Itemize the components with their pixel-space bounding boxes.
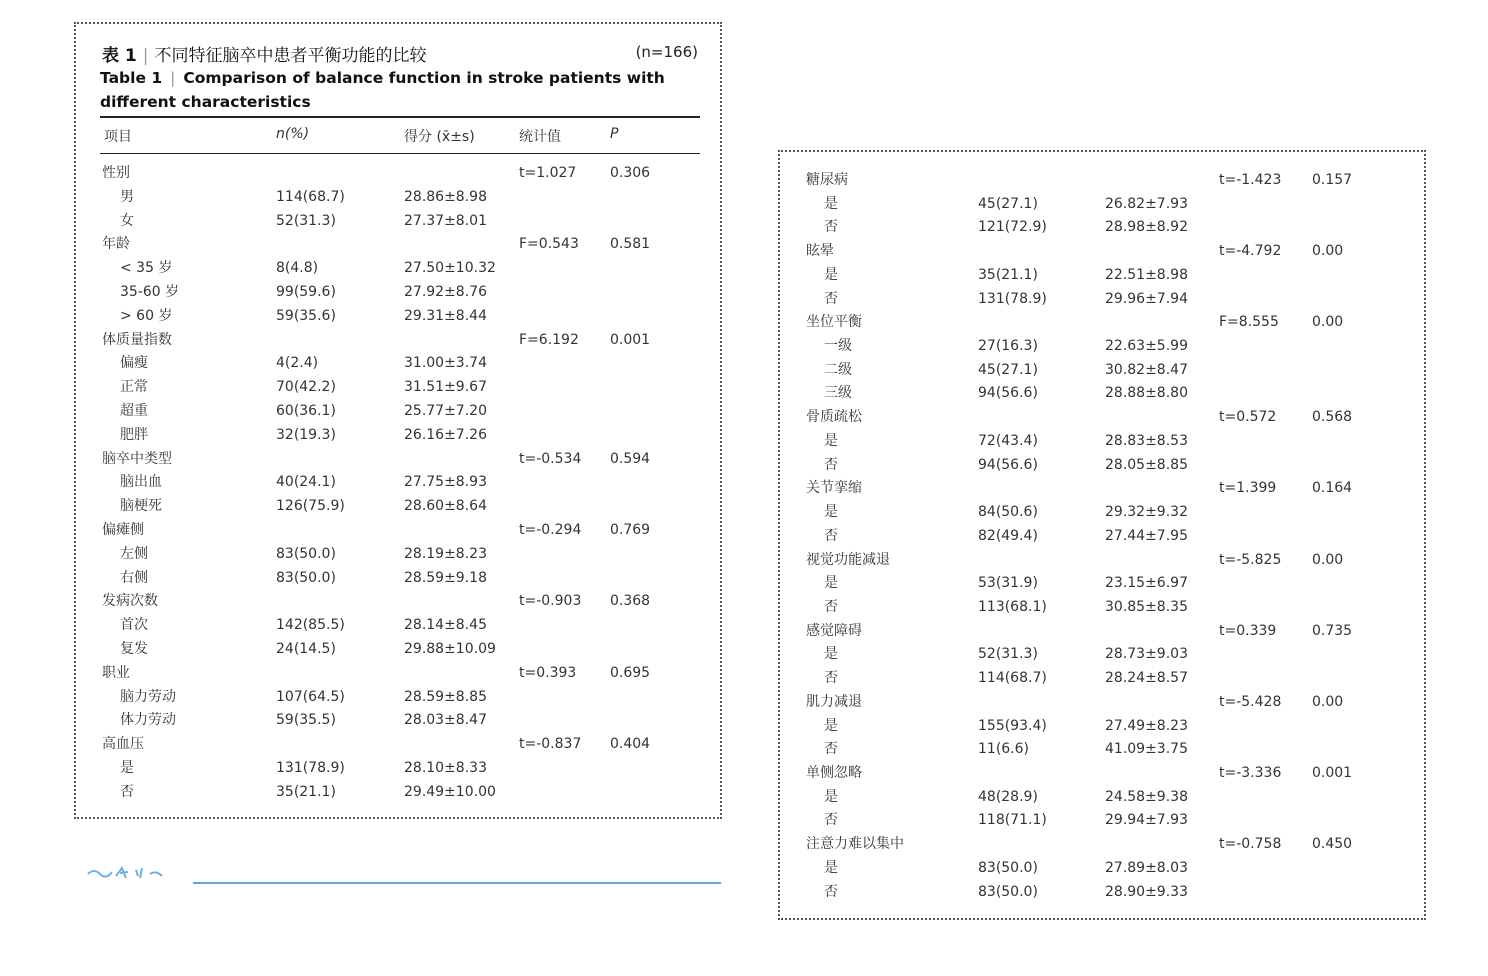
row-score: 28.59±9.18 bbox=[404, 569, 487, 586]
row-label: 偏瘫侧 bbox=[102, 522, 144, 538]
row-n: 59(35.5) bbox=[276, 712, 336, 729]
row-label: 脑出血 bbox=[120, 474, 162, 491]
table-row bbox=[806, 549, 1406, 571]
table-row bbox=[806, 288, 1406, 310]
row-score: 22.51±8.98 bbox=[1105, 266, 1188, 283]
row-label: 高血压 bbox=[102, 736, 144, 753]
table-row bbox=[806, 762, 1406, 784]
row-score: 23.15±6.97 bbox=[1105, 575, 1188, 592]
journal-logo-icon bbox=[86, 860, 166, 886]
row-label: 否 bbox=[824, 670, 838, 687]
row-n: 83(50.0) bbox=[276, 569, 336, 586]
row-label: 眩晕 bbox=[806, 243, 834, 260]
row-n: 35(21.1) bbox=[978, 266, 1038, 283]
table-panel-left bbox=[74, 22, 722, 819]
table-row bbox=[102, 352, 702, 374]
row-n: 94(56.6) bbox=[978, 456, 1038, 473]
row-n: 40(24.1) bbox=[276, 474, 336, 491]
row-n: 27(16.3) bbox=[978, 338, 1038, 355]
row-label: 否 bbox=[824, 812, 838, 829]
row-score: 28.60±8.64 bbox=[404, 498, 487, 515]
row-n: 11(6.6) bbox=[978, 741, 1030, 758]
row-label: 注意力难以集中 bbox=[806, 836, 904, 853]
row-label: 性别 bbox=[102, 165, 130, 181]
table-row bbox=[102, 281, 702, 303]
row-score: 22.63±5.99 bbox=[1105, 338, 1188, 355]
table-row bbox=[806, 857, 1406, 879]
table-row bbox=[806, 501, 1406, 523]
row-stat: t=0.339 bbox=[1219, 622, 1277, 639]
row-score: 29.96±7.94 bbox=[1105, 290, 1188, 307]
row-p: 0.450 bbox=[1312, 836, 1353, 853]
table-row bbox=[806, 809, 1406, 831]
row-score: 41.09±3.75 bbox=[1105, 741, 1188, 758]
table-number-en: Table 1 bbox=[100, 69, 163, 87]
table-row bbox=[806, 359, 1406, 381]
table-row bbox=[806, 406, 1406, 428]
table-row bbox=[806, 311, 1406, 333]
table-row bbox=[806, 193, 1406, 215]
row-stat: t=1.399 bbox=[1219, 480, 1277, 497]
header-item: 项目 bbox=[104, 129, 132, 145]
row-label: 坐位平衡 bbox=[806, 314, 862, 331]
table-row bbox=[806, 335, 1406, 357]
row-score: 28.83±8.53 bbox=[1105, 432, 1188, 449]
row-stat: t=-1.423 bbox=[1219, 172, 1282, 188]
row-stat: t=-0.758 bbox=[1219, 836, 1282, 853]
row-score: 27.44±7.95 bbox=[1105, 527, 1188, 544]
row-n: 94(56.6) bbox=[978, 385, 1038, 402]
row-p: 0.581 bbox=[610, 236, 651, 253]
row-stat: t=-0.903 bbox=[519, 593, 582, 610]
row-score: 29.32±9.32 bbox=[1105, 504, 1188, 521]
row-p: 0.368 bbox=[610, 593, 651, 610]
row-label: 复发 bbox=[120, 641, 148, 657]
table-row bbox=[102, 305, 702, 327]
row-score: 27.37±8.01 bbox=[404, 212, 487, 229]
row-score: 28.98±8.92 bbox=[1105, 219, 1188, 236]
row-label: 是 bbox=[824, 788, 838, 805]
row-label: 35-60 岁 bbox=[120, 284, 180, 300]
row-n: 121(72.9) bbox=[978, 219, 1047, 236]
row-score: 28.10±8.33 bbox=[404, 760, 487, 776]
row-n: 4(2.4) bbox=[276, 355, 319, 372]
table-row bbox=[102, 400, 702, 422]
row-n: 72(43.4) bbox=[978, 432, 1038, 449]
table-row bbox=[102, 495, 702, 517]
header-n: n(%) bbox=[276, 126, 310, 142]
row-score: 30.82±8.47 bbox=[1105, 361, 1188, 378]
row-score: 27.50±10.32 bbox=[404, 260, 496, 277]
row-score: 28.24±8.57 bbox=[1105, 670, 1188, 687]
row-label: 肥胖 bbox=[120, 426, 148, 443]
row-label: 一级 bbox=[824, 338, 852, 355]
row-label: 脑卒中类型 bbox=[102, 450, 172, 467]
row-n: 114(68.7) bbox=[276, 188, 345, 205]
row-n: 45(27.1) bbox=[978, 195, 1038, 212]
row-label: 年龄 bbox=[102, 236, 130, 253]
row-score: 31.00±3.74 bbox=[404, 355, 487, 372]
row-label: 三级 bbox=[824, 385, 852, 402]
row-label: 男 bbox=[120, 188, 134, 205]
top-rule bbox=[100, 116, 700, 118]
row-p: 0.164 bbox=[1312, 480, 1353, 497]
row-score: 25.77±7.20 bbox=[404, 403, 487, 419]
row-label: 右侧 bbox=[120, 569, 148, 586]
row-p: 0.00 bbox=[1312, 693, 1344, 710]
table-row bbox=[102, 543, 702, 565]
table-row bbox=[102, 257, 702, 279]
table-number-zh: 表 1 bbox=[102, 46, 137, 66]
row-score: 28.03±8.47 bbox=[404, 712, 487, 729]
row-p: 0.00 bbox=[1312, 551, 1344, 568]
row-stat: t=-5.428 bbox=[1219, 693, 1282, 710]
row-stat: t=0.572 bbox=[1219, 409, 1277, 426]
header-stat: 统计值 bbox=[519, 129, 561, 145]
row-stat: t=-3.336 bbox=[1219, 765, 1282, 781]
table-caption-zh: 不同特征脑卒中患者平衡功能的比较 bbox=[154, 46, 427, 66]
row-stat: t=0.393 bbox=[519, 664, 577, 681]
row-p: 0.695 bbox=[610, 664, 651, 681]
table-row bbox=[806, 620, 1406, 642]
row-n: 35(21.1) bbox=[276, 783, 336, 800]
row-label: 否 bbox=[824, 527, 838, 544]
table-row bbox=[102, 733, 702, 755]
row-label: 左侧 bbox=[120, 545, 148, 562]
row-n: 83(50.0) bbox=[978, 859, 1038, 876]
row-score: 29.94±7.93 bbox=[1105, 812, 1188, 829]
row-label: 是 bbox=[824, 575, 838, 592]
row-score: 27.92±8.76 bbox=[404, 284, 487, 300]
row-n: 83(50.0) bbox=[978, 883, 1038, 900]
table-title-en: Table 1 | Comparison of balance function in stroke patients with different characteristics bbox=[100, 69, 665, 111]
table-row bbox=[806, 454, 1406, 476]
row-n: 84(50.6) bbox=[978, 504, 1038, 521]
table-caption-en: Comparison of balance function in stroke patients with different characteristics bbox=[100, 69, 665, 111]
row-label: 单侧忽略 bbox=[806, 765, 862, 781]
table-row bbox=[102, 781, 702, 803]
row-label: 否 bbox=[120, 783, 134, 800]
table-row bbox=[102, 709, 702, 731]
row-label: 肌力减退 bbox=[806, 693, 862, 710]
table-row bbox=[102, 519, 702, 541]
row-p: 0.00 bbox=[1312, 314, 1344, 331]
row-label: 体质量指数 bbox=[102, 331, 172, 348]
row-label: 超重 bbox=[120, 403, 148, 419]
row-p: 0.00 bbox=[1312, 243, 1344, 260]
header-p: P bbox=[610, 126, 619, 142]
row-p: 0.404 bbox=[610, 736, 651, 753]
row-p: 0.001 bbox=[610, 331, 651, 348]
table-row bbox=[102, 757, 702, 779]
row-label: 脑力劳动 bbox=[120, 688, 176, 705]
table-row bbox=[806, 169, 1406, 191]
row-n: 45(27.1) bbox=[978, 361, 1038, 378]
row-label: 否 bbox=[824, 598, 838, 615]
table-row bbox=[102, 567, 702, 589]
row-score: 24.58±9.38 bbox=[1105, 788, 1188, 805]
row-score: 28.19±8.23 bbox=[404, 545, 487, 562]
row-label: 关节挛缩 bbox=[806, 480, 862, 497]
table-title-zh: 表 1 | 不同特征脑卒中患者平衡功能的比较 bbox=[102, 46, 427, 66]
table-row bbox=[806, 572, 1406, 594]
row-label: 否 bbox=[824, 741, 838, 758]
row-stat: t=-0.837 bbox=[519, 736, 582, 753]
table-row bbox=[102, 210, 702, 232]
table-row bbox=[102, 614, 702, 636]
table-row bbox=[806, 596, 1406, 618]
row-label: 骨质疏松 bbox=[806, 409, 862, 426]
row-n: 32(19.3) bbox=[276, 426, 336, 443]
row-n: 107(64.5) bbox=[276, 688, 345, 705]
row-score: 26.82±7.93 bbox=[1105, 195, 1188, 212]
table-row bbox=[102, 590, 702, 612]
table-row bbox=[806, 833, 1406, 855]
row-p: 0.735 bbox=[1312, 622, 1353, 639]
row-score: 27.75±8.93 bbox=[404, 474, 487, 491]
row-p: 0.306 bbox=[610, 165, 651, 181]
table-row bbox=[102, 376, 702, 398]
row-stat: t=1.027 bbox=[519, 165, 577, 181]
table-row bbox=[806, 264, 1406, 286]
row-label: > 60 岁 bbox=[120, 307, 173, 324]
table-row bbox=[806, 691, 1406, 713]
row-score: 28.59±8.85 bbox=[404, 688, 487, 705]
row-stat: F=8.555 bbox=[1219, 314, 1279, 331]
row-label: 偏瘦 bbox=[120, 355, 148, 372]
table-row bbox=[102, 186, 702, 208]
row-label: 是 bbox=[824, 504, 838, 521]
table-row bbox=[102, 329, 702, 351]
row-n: 142(85.5) bbox=[276, 617, 345, 634]
row-p: 0.568 bbox=[1312, 409, 1353, 426]
row-label: 视觉功能减退 bbox=[806, 551, 890, 568]
row-n: 48(28.9) bbox=[978, 788, 1038, 805]
row-label: 是 bbox=[824, 266, 838, 283]
row-label: 职业 bbox=[102, 664, 130, 681]
row-score: 26.16±7.26 bbox=[404, 426, 487, 443]
table-row bbox=[102, 638, 702, 660]
row-stat: t=-0.534 bbox=[519, 450, 582, 467]
row-label: 糖尿病 bbox=[806, 172, 848, 188]
table-row bbox=[806, 786, 1406, 808]
row-n: 155(93.4) bbox=[978, 717, 1047, 734]
table-row bbox=[806, 738, 1406, 760]
table-row bbox=[806, 382, 1406, 404]
row-n: 8(4.8) bbox=[276, 260, 319, 277]
row-label: 否 bbox=[824, 219, 838, 236]
row-score: 31.51±9.67 bbox=[404, 379, 487, 396]
row-n: 70(42.2) bbox=[276, 379, 336, 396]
row-label: 否 bbox=[824, 456, 838, 473]
row-score: 27.49±8.23 bbox=[1105, 717, 1188, 734]
row-label: 否 bbox=[824, 883, 838, 900]
table-row bbox=[102, 424, 702, 446]
row-label: 是 bbox=[824, 195, 838, 212]
row-n: 24(14.5) bbox=[276, 641, 336, 657]
table-row bbox=[102, 162, 702, 184]
footer-rule bbox=[193, 882, 721, 884]
table-row bbox=[806, 715, 1406, 737]
table-row bbox=[806, 667, 1406, 689]
row-score: 28.73±9.03 bbox=[1105, 646, 1188, 663]
row-label: 体力劳动 bbox=[120, 712, 176, 729]
row-n: 99(59.6) bbox=[276, 284, 336, 300]
row-score: 28.86±8.98 bbox=[404, 188, 487, 205]
row-p: 0.157 bbox=[1312, 172, 1353, 188]
row-score: 29.31±8.44 bbox=[404, 307, 487, 324]
row-label: 首次 bbox=[120, 617, 148, 634]
row-n: 83(50.0) bbox=[276, 545, 336, 562]
row-stat: t=-4.792 bbox=[1219, 243, 1282, 260]
row-label: 女 bbox=[120, 212, 134, 229]
row-label: 二级 bbox=[824, 361, 852, 378]
table-row bbox=[806, 240, 1406, 262]
table-row bbox=[102, 471, 702, 493]
row-label: 是 bbox=[824, 859, 838, 876]
row-score: 28.90±9.33 bbox=[1105, 883, 1188, 900]
header-rule bbox=[100, 153, 700, 154]
row-label: 脑梗死 bbox=[120, 498, 162, 515]
row-n: 131(78.9) bbox=[978, 290, 1047, 307]
row-label: 是 bbox=[824, 432, 838, 449]
row-p: 0.769 bbox=[610, 522, 651, 538]
row-n: 113(68.1) bbox=[978, 598, 1047, 615]
table-row bbox=[102, 233, 702, 255]
row-n: 60(36.1) bbox=[276, 403, 336, 419]
table-row bbox=[806, 477, 1406, 499]
row-n: 53(31.9) bbox=[978, 575, 1038, 592]
row-label: 是 bbox=[120, 760, 134, 776]
row-score: 29.49±10.00 bbox=[404, 783, 496, 800]
row-p: 0.594 bbox=[610, 450, 651, 467]
row-n: 131(78.9) bbox=[276, 760, 345, 776]
table-row bbox=[806, 430, 1406, 452]
table-row bbox=[806, 643, 1406, 665]
row-label: 否 bbox=[824, 290, 838, 307]
row-n: 118(71.1) bbox=[978, 812, 1047, 829]
row-score: 27.89±8.03 bbox=[1105, 859, 1188, 876]
table-row bbox=[102, 662, 702, 684]
row-n: 59(35.6) bbox=[276, 307, 336, 324]
row-stat: F=6.192 bbox=[519, 331, 579, 348]
row-label: 正常 bbox=[120, 379, 148, 396]
row-stat: t=-0.294 bbox=[519, 522, 582, 538]
row-p: 0.001 bbox=[1312, 765, 1353, 781]
row-score: 29.88±10.09 bbox=[404, 641, 496, 657]
row-n: 52(31.3) bbox=[276, 212, 336, 229]
table-panel-right bbox=[778, 150, 1426, 920]
row-label: 发病次数 bbox=[102, 593, 158, 610]
sample-size-label: (n=166) bbox=[635, 43, 698, 61]
header-score: 得分 (x̄±s) bbox=[404, 129, 475, 145]
row-stat: t=-5.825 bbox=[1219, 551, 1282, 568]
row-n: 126(75.9) bbox=[276, 498, 345, 515]
table-row bbox=[806, 525, 1406, 547]
row-score: 30.85±8.35 bbox=[1105, 598, 1188, 615]
row-n: 114(68.7) bbox=[978, 670, 1047, 687]
row-score: 28.88±8.80 bbox=[1105, 385, 1188, 402]
table-row bbox=[102, 686, 702, 708]
row-label: < 35 岁 bbox=[120, 260, 173, 277]
row-score: 28.05±8.85 bbox=[1105, 456, 1188, 473]
row-label: 是 bbox=[824, 717, 838, 734]
row-n: 52(31.3) bbox=[978, 646, 1038, 663]
table-row bbox=[806, 216, 1406, 238]
table-row bbox=[102, 448, 702, 470]
table-row bbox=[806, 881, 1406, 903]
row-n: 82(49.4) bbox=[978, 527, 1038, 544]
row-score: 28.14±8.45 bbox=[404, 617, 487, 634]
row-label: 是 bbox=[824, 646, 838, 663]
row-label: 感觉障碍 bbox=[806, 622, 862, 639]
row-stat: F=0.543 bbox=[519, 236, 579, 253]
